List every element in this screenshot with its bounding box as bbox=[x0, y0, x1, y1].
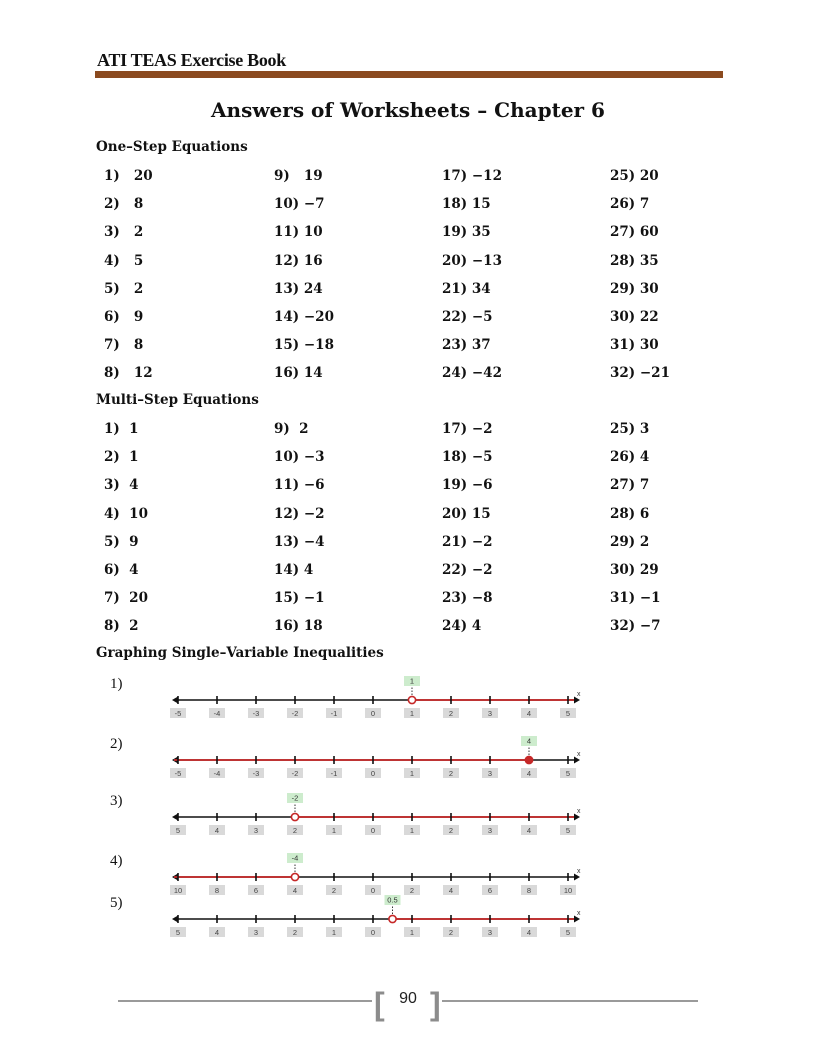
answer-item: 22) −2 bbox=[442, 561, 493, 578]
number-line bbox=[160, 785, 590, 849]
tick-label: -2 bbox=[291, 769, 299, 778]
footer-bracket-right: ] bbox=[430, 986, 441, 1022]
tick-label: 5 bbox=[565, 769, 571, 778]
tick-label: 0 bbox=[370, 928, 376, 937]
answer-item: 10) −3 bbox=[274, 449, 325, 466]
tick-label: 6 bbox=[253, 886, 259, 895]
tick-label: 1 bbox=[409, 709, 415, 718]
tick-label: 2 bbox=[292, 928, 298, 937]
inequality-label: 3) bbox=[110, 793, 123, 809]
tick-label: 4 bbox=[448, 886, 454, 895]
axis-arrow-left bbox=[172, 697, 178, 704]
tick-label: 3 bbox=[487, 769, 493, 778]
number-line bbox=[160, 668, 590, 732]
point-label: 4 bbox=[526, 736, 532, 746]
axis-variable-label: x bbox=[577, 808, 581, 815]
answer-item: 23) −8 bbox=[442, 590, 493, 607]
answer-item: 24) −42 bbox=[442, 365, 502, 382]
axis-variable-label: x bbox=[577, 910, 581, 917]
answer-item: 13) −4 bbox=[274, 533, 325, 550]
page-title: Answers of Worksheets – Chapter 6 bbox=[211, 98, 605, 122]
answer-row bbox=[104, 449, 724, 477]
tick-label: 4 bbox=[526, 769, 532, 778]
axis-variable-label: x bbox=[577, 691, 581, 698]
answer-item: 11) −6 bbox=[274, 477, 325, 494]
answer-item: 2) 1 bbox=[104, 449, 139, 466]
tick-label: -4 bbox=[213, 709, 221, 718]
answer-item: 3) 4 bbox=[104, 477, 139, 494]
answer-item: 28) 35 bbox=[610, 252, 659, 269]
answer-item: 1) 1 bbox=[104, 421, 139, 437]
answer-item: 1) 20 bbox=[104, 168, 153, 184]
answer-item: 10) −7 bbox=[274, 196, 325, 213]
tick-label: 1 bbox=[409, 769, 415, 778]
answer-row bbox=[104, 281, 724, 309]
answer-item: 15) −1 bbox=[274, 590, 325, 607]
answer-item: 9) 2 bbox=[274, 421, 309, 437]
tick-label: 4 bbox=[214, 826, 220, 835]
answer-item: 16) 18 bbox=[274, 618, 323, 635]
answer-row bbox=[104, 506, 724, 534]
tick-label: 0 bbox=[370, 826, 376, 835]
axis-variable-label: x bbox=[577, 751, 581, 758]
answer-item: 8) 2 bbox=[104, 618, 139, 635]
answer-row bbox=[104, 168, 724, 196]
answer-row bbox=[104, 253, 724, 281]
answer-item: 28) 6 bbox=[610, 505, 650, 522]
tick-label: 5 bbox=[175, 826, 181, 835]
answer-item: 21) −2 bbox=[442, 533, 493, 550]
answer-row bbox=[104, 309, 724, 337]
tick-label: 1 bbox=[409, 928, 415, 937]
answer-item: 23) 37 bbox=[442, 337, 491, 354]
tick-label: -2 bbox=[291, 709, 299, 718]
point-label: -4 bbox=[291, 853, 299, 863]
tick-label: 5 bbox=[175, 928, 181, 937]
header-rule bbox=[95, 71, 723, 78]
answer-item: 17) −12 bbox=[442, 168, 502, 184]
number-line bbox=[160, 887, 590, 951]
inequality-label: 4) bbox=[110, 853, 123, 869]
tick-label: -3 bbox=[252, 769, 260, 778]
answer-item: 12) 16 bbox=[274, 252, 323, 269]
answer-item: 14) 4 bbox=[274, 561, 314, 578]
answer-item: 21) 34 bbox=[442, 280, 491, 297]
tick-label: 2 bbox=[292, 826, 298, 835]
answer-item: 20) 15 bbox=[442, 505, 491, 522]
tick-label: 4 bbox=[292, 886, 298, 895]
tick-label: 5 bbox=[565, 709, 571, 718]
answer-item: 31) 30 bbox=[610, 337, 659, 354]
tick-label: 6 bbox=[487, 886, 493, 895]
open-endpoint bbox=[408, 696, 415, 703]
tick-label: -4 bbox=[213, 769, 221, 778]
multi-step-answers bbox=[104, 421, 724, 647]
answer-item: 9) 19 bbox=[274, 168, 323, 184]
answer-item: 5) 2 bbox=[104, 280, 144, 297]
answer-row bbox=[104, 421, 724, 449]
answer-item: 26) 4 bbox=[610, 449, 650, 466]
answer-item: 4) 10 bbox=[104, 505, 148, 522]
tick-label: -1 bbox=[330, 769, 338, 778]
tick-label: -5 bbox=[174, 709, 182, 718]
answer-row bbox=[104, 337, 724, 365]
answer-item: 7) 20 bbox=[104, 590, 148, 607]
tick-label: -5 bbox=[174, 769, 182, 778]
tick-label: 1 bbox=[331, 928, 337, 937]
answer-row bbox=[104, 196, 724, 224]
tick-label: 1 bbox=[409, 826, 415, 835]
answer-item: 13) 24 bbox=[274, 280, 323, 297]
tick-label: -3 bbox=[252, 709, 260, 718]
tick-label: 10 bbox=[563, 886, 573, 895]
one-step-answers bbox=[104, 168, 724, 394]
section-title-one-step: One–Step Equations bbox=[96, 139, 248, 155]
open-endpoint bbox=[291, 873, 298, 880]
answer-item: 30) 29 bbox=[610, 561, 659, 578]
tick-label: 8 bbox=[214, 886, 220, 895]
tick-label: 3 bbox=[253, 826, 259, 835]
tick-label: 5 bbox=[565, 928, 571, 937]
answer-item: 19) 35 bbox=[442, 224, 491, 241]
answer-item: 27) 60 bbox=[610, 224, 659, 241]
answer-item: 5) 9 bbox=[104, 533, 139, 550]
open-endpoint bbox=[389, 915, 396, 922]
answer-row bbox=[104, 224, 724, 252]
answer-item: 18) −5 bbox=[442, 449, 493, 466]
tick-label: 8 bbox=[526, 886, 532, 895]
answer-item: 2) 8 bbox=[104, 196, 144, 213]
tick-label: 0 bbox=[370, 886, 376, 895]
tick-label: 2 bbox=[409, 886, 415, 895]
answer-item: 20) −13 bbox=[442, 252, 502, 269]
answer-item: 26) 7 bbox=[610, 196, 650, 213]
inequality-label: 1) bbox=[110, 676, 123, 692]
answer-row bbox=[104, 534, 724, 562]
answer-item: 29) 30 bbox=[610, 280, 659, 297]
answer-item: 6) 9 bbox=[104, 308, 144, 325]
tick-label: 3 bbox=[487, 709, 493, 718]
point-label: 0.5 bbox=[387, 895, 398, 905]
answer-row bbox=[104, 562, 724, 590]
answer-item: 32) −21 bbox=[610, 365, 670, 382]
answer-item: 3) 2 bbox=[104, 224, 144, 241]
inequality-label: 2) bbox=[110, 736, 123, 752]
number-line bbox=[160, 728, 590, 792]
tick-label: 3 bbox=[253, 928, 259, 937]
section-title-inequalities: Graphing Single–Variable Inequalities bbox=[96, 645, 384, 661]
answer-item: 8) 12 bbox=[104, 365, 153, 382]
axis-variable-label: x bbox=[577, 868, 581, 875]
tick-label: -1 bbox=[330, 709, 338, 718]
tick-label: 3 bbox=[487, 826, 493, 835]
tick-label: 2 bbox=[448, 928, 454, 937]
point-label: 1 bbox=[409, 676, 415, 686]
answer-item: 29) 2 bbox=[610, 533, 650, 550]
answer-item: 25) 20 bbox=[610, 168, 659, 184]
tick-label: 2 bbox=[448, 826, 454, 835]
answer-row bbox=[104, 590, 724, 618]
closed-endpoint bbox=[525, 756, 532, 763]
tick-label: 3 bbox=[487, 928, 493, 937]
axis-arrow-left bbox=[172, 916, 178, 923]
answer-item: 14) −20 bbox=[274, 308, 334, 325]
answer-item: 16) 14 bbox=[274, 365, 323, 382]
answer-item: 17) −2 bbox=[442, 421, 493, 437]
tick-label: 4 bbox=[214, 928, 220, 937]
answer-row bbox=[104, 477, 724, 505]
tick-label: 5 bbox=[565, 826, 571, 835]
answer-item: 7) 8 bbox=[104, 337, 144, 354]
answer-item: 32) −7 bbox=[610, 618, 661, 635]
answer-item: 12) −2 bbox=[274, 505, 325, 522]
inequality-label: 5) bbox=[110, 895, 123, 911]
tick-label: 4 bbox=[526, 826, 532, 835]
open-endpoint bbox=[291, 813, 298, 820]
answer-item: 31) −1 bbox=[610, 590, 661, 607]
footer-bracket-left: [ bbox=[374, 986, 385, 1022]
answer-row bbox=[104, 618, 724, 646]
tick-label: 10 bbox=[173, 886, 183, 895]
answer-item: 15) −18 bbox=[274, 337, 334, 354]
axis-arrow-left bbox=[172, 814, 178, 821]
answer-item: 19) −6 bbox=[442, 477, 493, 494]
point-label: -2 bbox=[291, 793, 299, 803]
answer-item: 6) 4 bbox=[104, 561, 139, 578]
footer-rule-right bbox=[442, 1000, 698, 1002]
tick-label: 2 bbox=[448, 769, 454, 778]
answer-item: 22) −5 bbox=[442, 308, 493, 325]
page-number: 90 bbox=[399, 990, 417, 1007]
tick-label: 4 bbox=[526, 709, 532, 718]
answer-item: 18) 15 bbox=[442, 196, 491, 213]
tick-label: 2 bbox=[331, 886, 337, 895]
tick-label: 2 bbox=[448, 709, 454, 718]
tick-label: 1 bbox=[331, 826, 337, 835]
answer-item: 30) 22 bbox=[610, 308, 659, 325]
tick-label: 0 bbox=[370, 769, 376, 778]
answer-row bbox=[104, 365, 724, 393]
tick-label: 4 bbox=[526, 928, 532, 937]
answer-item: 25) 3 bbox=[610, 421, 650, 437]
section-title-multi-step: Multi–Step Equations bbox=[96, 392, 259, 408]
answer-item: 27) 7 bbox=[610, 477, 650, 494]
footer-rule-left bbox=[118, 1000, 372, 1002]
answer-item: 4) 5 bbox=[104, 252, 144, 269]
tick-label: 0 bbox=[370, 709, 376, 718]
answer-item: 11) 10 bbox=[274, 224, 323, 241]
book-title: ATI TEAS Exercise Book bbox=[97, 50, 286, 70]
answer-item: 24) 4 bbox=[442, 618, 482, 635]
